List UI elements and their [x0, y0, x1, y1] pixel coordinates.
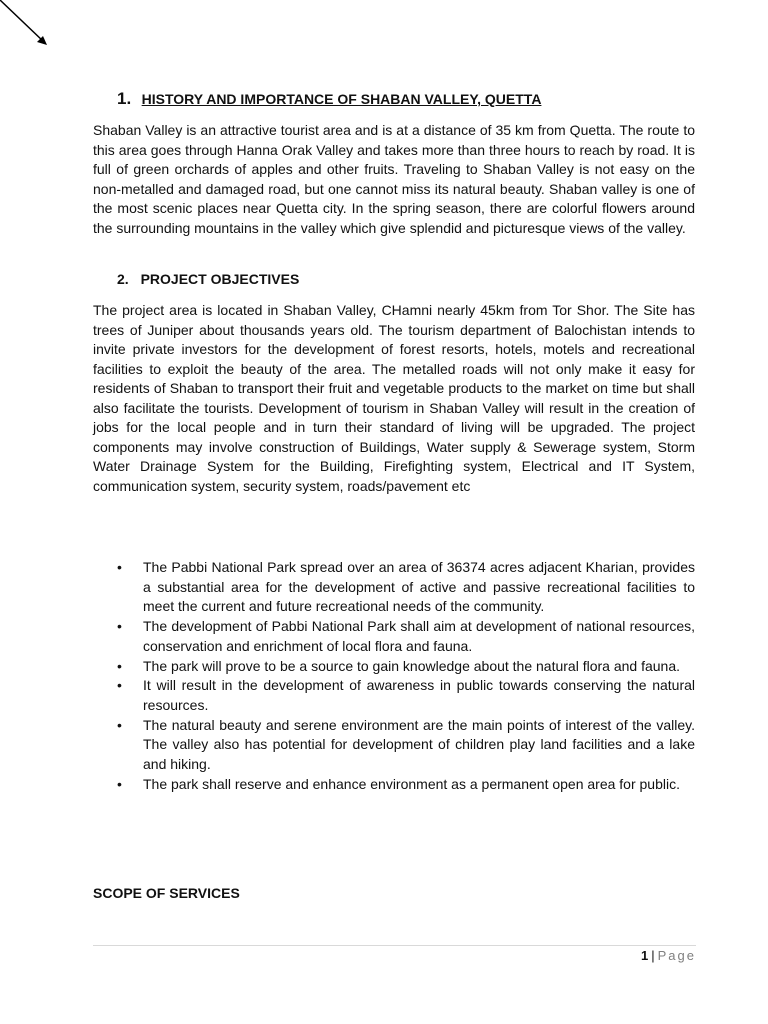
list-item-text: The natural beauty and serene environment are the main points of interest of the valley. The valley also has potential for development of children play land facilities and a lake and hiking.	[143, 716, 695, 773]
list-item	[93, 558, 695, 617]
list-item	[93, 676, 695, 715]
objectives-bullet-list	[93, 558, 695, 794]
list-item	[93, 657, 695, 677]
list-item-text: The park will prove to be a source to gain knowledge about the natural flora and fauna.	[143, 657, 681, 674]
section-2-paragraph: The project area is located in Shaban Valley, CHamni nearly 45km from Tor Shor. The Site has trees of Juniper about thousands years old. The tourism department of Balochistan intends to invite private investors for the development of forest resorts, hotels, motels and recreational facilities to exploit the beauty of the area. The metalled roads will not only make it easy for residents of Shaban to transport their fruit and vegetable products to the market on time but shall also facilitate the tourists. Development of tourism in Shaban Valley will result in the creation of jobs for the local people and in turn their standard of living will be upgraded. The project components may involve construction of Buildings, Water supply & Sewerage system, Storm Water Drainage System for the Building, Firefighting system, Electrical and IT System, communication system, security system, roads/pavement etc	[93, 302, 695, 494]
arrow-icon	[0, 0, 52, 52]
list-item	[93, 617, 695, 656]
list-item-text: The Pabbi National Park spread over an area of 36374 acres adjacent Kharian, provides a substantial area for the development of active and passive recreational facilities to meet the current and future recreational needs of the community.	[143, 559, 695, 615]
page-footer	[641, 948, 696, 963]
section-1-heading	[117, 89, 541, 109]
list-item-text: The development of Pabbi National Park shall aim at development of national resources, conservation and enrichment of local flora and fauna.	[143, 618, 695, 654]
bullet-icon: •	[117, 559, 122, 575]
section-2-title: PROJECT OBJECTIVES	[140, 271, 300, 287]
list-item-text: The park shall reserve and enhance environment as a permanent open area for public.	[143, 775, 680, 792]
bullet-icon: •	[117, 657, 122, 674]
section-2-number: 2.	[117, 271, 129, 287]
list-item	[93, 775, 695, 795]
list-item-text: It will result in the development of awareness in public towards conserving the natural resources.	[143, 677, 695, 713]
bullet-icon: •	[117, 618, 122, 635]
section-1-number: 1.	[117, 89, 132, 108]
bullet-icon: •	[117, 775, 122, 792]
section-1-paragraph: Shaban Valley is an attractive tourist area and is at a distance of 35 km from Quetta. The route to this area goes through Hanna Orak Valley and takes more than three hours to reach by road. It is full of green orchards of apples and other fruits. Traveling to Shaban Valley is not easy on the non-metalled and damaged road, but one cannot miss its natural beauty. Shaban valley is one of the most scenic places near Quetta city. In the spring season, there are colorful flowers around the surrounding mountains in the valley which give splendid and picturesque views of the valley.	[93, 122, 695, 236]
footer-divider	[93, 945, 696, 946]
section-2-heading	[117, 271, 299, 287]
section-1-title: HISTORY AND IMPORTANCE OF SHABAN VALLEY, QUETTA	[141, 91, 542, 107]
list-item	[93, 716, 695, 775]
bullet-icon: •	[117, 677, 122, 694]
bullet-icon: •	[117, 716, 122, 733]
footer-separator: |	[651, 948, 655, 963]
page-label: Page	[657, 948, 696, 963]
page-number: 1	[641, 948, 649, 963]
scope-of-services-heading: SCOPE OF SERVICES	[93, 885, 240, 901]
